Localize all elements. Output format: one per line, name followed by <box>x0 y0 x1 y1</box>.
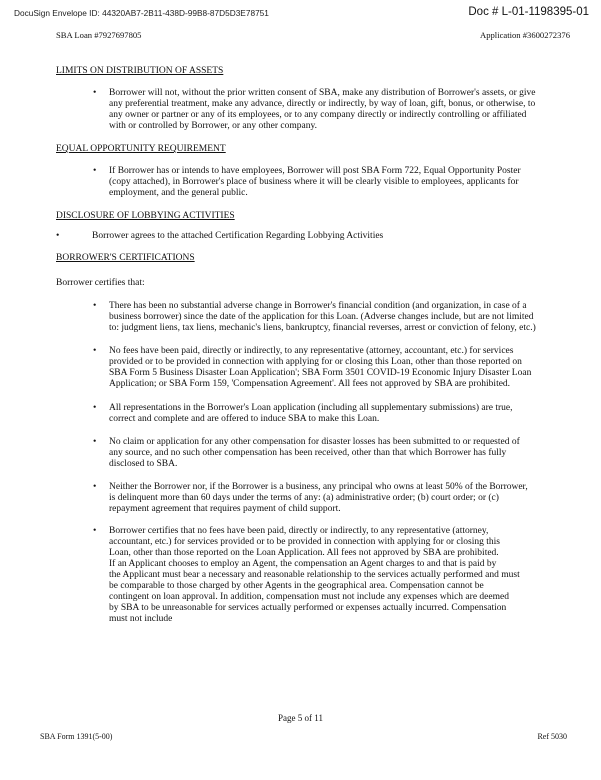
equal-opportunity-text <box>109 166 565 199</box>
text-line: Borrower will not, without the prior written consent of SBA, make any distribution of Borrower's assets, or give <box>109 88 536 98</box>
text-line: No claim or application for any other compensation for disaster losses has been submitted to or requested of <box>109 437 520 447</box>
text-line: employment, and the general public. <box>109 188 248 198</box>
bullet-icon: • <box>93 403 97 413</box>
document-number: Doc # L-01-1198395-01 <box>468 6 589 18</box>
certification-text <box>109 437 565 470</box>
bullet-icon: • <box>56 231 60 241</box>
text-line: any owner or partner or any of its employees, or to any company directly or indirectly controlling or affiliated <box>109 110 527 120</box>
text-line: If an Applicant chooses to employ an Agent, the compensation an Agent charges to and that is paid by <box>109 559 497 569</box>
limits-text <box>109 88 565 132</box>
text-line: disclosed to SBA. <box>109 459 178 469</box>
page-number: Page 5 of 11 <box>278 713 323 723</box>
bullet-icon: • <box>93 526 97 536</box>
bullet-icon: • <box>93 88 97 98</box>
certification-text <box>109 403 565 425</box>
text-line: If Borrower has or intends to have employees, Borrower will post SBA Form 722, Equal Opportunity Poster <box>109 166 521 176</box>
text-line: Neither the Borrower nor, if the Borrower is a business, any principal who owns at least 50% of the Borrower, <box>109 482 528 492</box>
certification-text <box>109 301 565 334</box>
form-number: SBA Form 1391(5-00) <box>40 732 113 741</box>
lobbying-text: Borrower agrees to the attached Certification Regarding Lobbying Activities <box>92 231 384 241</box>
text-line: accountant, etc.) for services provided or to be provided in connection with applying for or closing this <box>109 537 500 547</box>
text-line: repayment agreement that requires payment of child support. <box>109 504 341 514</box>
bullet-icon: • <box>93 437 97 447</box>
bullet-icon: • <box>93 301 97 311</box>
text-line: business borrower) since the date of the application for this Loan. (Adverse changes include, but are not limited <box>109 312 534 322</box>
certifications-intro: Borrower certifies that: <box>56 278 145 288</box>
certification-text <box>109 482 565 515</box>
reference-number: Ref 5030 <box>537 732 567 741</box>
text-line: Borrower certifies that no fees have been paid, directly or indirectly, to any representative (attorney, <box>109 526 489 536</box>
text-line: any source, and no such other compensation has been received, other than that which Borrower has fully <box>109 448 507 458</box>
heading-lobbying-activities: DISCLOSURE OF LOBBYING ACTIVITIES <box>56 211 235 221</box>
text-line: There has been no substantial adverse change in Borrower's financial condition (and organization, in case of a <box>109 301 527 311</box>
sba-loan-number: SBA Loan #7927697805 <box>56 30 142 40</box>
certification-text <box>109 346 565 390</box>
text-line: the Applicant must bear a necessary and reasonable relationship to the services actually performed and must <box>109 570 520 580</box>
text-line: provided or to be provided in connection with applying for or closing this Loan, other than those reported on <box>109 357 522 367</box>
bullet-icon: • <box>93 166 97 176</box>
text-line: SBA Form 5 Business Disaster Loan Application'; SBA Form 3501 COVID-19 Economic Injury Disaster Loan <box>109 368 532 378</box>
heading-borrowers-certifications: BORROWER'S CERTIFICATIONS <box>56 253 195 263</box>
bullet-icon: • <box>93 346 97 356</box>
text-line: (copy attached), in Borrower's place of business where it will be clearly visible to employees, applicants for <box>109 177 519 187</box>
text-line: All representations in the Borrower's Loan application (including all supplementary submissions) are true, <box>109 403 513 413</box>
heading-equal-opportunity: EQUAL OPPORTUNITY REQUIREMENT <box>56 144 226 154</box>
text-line: Application; or SBA Form 159, 'Compensation Agreement'. All fees not approved by SBA are prohibited. <box>109 379 511 389</box>
text-line: correct and complete and are offered to induce SBA to make this Loan. <box>109 414 380 424</box>
text-line: No fees have been paid, directly or indirectly, to any representative (attorney, accountant, etc.) for services <box>109 346 514 356</box>
bullet-icon: • <box>93 482 97 492</box>
application-number: Application #3600272376 <box>480 30 570 40</box>
text-line: to: judgment liens, tax liens, mechanic's liens, bankruptcy, financial reverses, arrest or conviction of felony, etc.) <box>109 323 536 333</box>
text-line: Loan, other than those reported on the Loan Application. All fees not approved by SBA are prohibited. <box>109 548 499 558</box>
text-line: contingent on loan approval. In addition, compensation must not include any expenses which are deemed <box>109 592 509 602</box>
text-line: be comparable to those charged by other Agents in the geographical area. Compensation cannot be <box>109 581 484 591</box>
text-line: is delinquent more than 60 days under the terms of any: (a) administrative order; (b) court order; or (c) <box>109 493 499 503</box>
certification-text <box>109 526 565 625</box>
text-line: by SBA to be unreasonable for services actually performed or expenses actually incurred. Compensation <box>109 603 507 613</box>
docusign-envelope-id: DocuSign Envelope ID: 44320AB7-2B11-438D-99B8-87D5D3E78751 <box>14 8 269 18</box>
heading-limits-on-distribution: LIMITS ON DISTRIBUTION OF ASSETS <box>56 66 224 76</box>
text-line: must not include <box>109 614 173 624</box>
text-line: with or controlled by Borrower, or any other company. <box>109 121 317 131</box>
text-line: any preferential treatment, make any advance, directly or indirectly, by way of loan, gift, bonus, or otherwise, to <box>109 99 536 109</box>
